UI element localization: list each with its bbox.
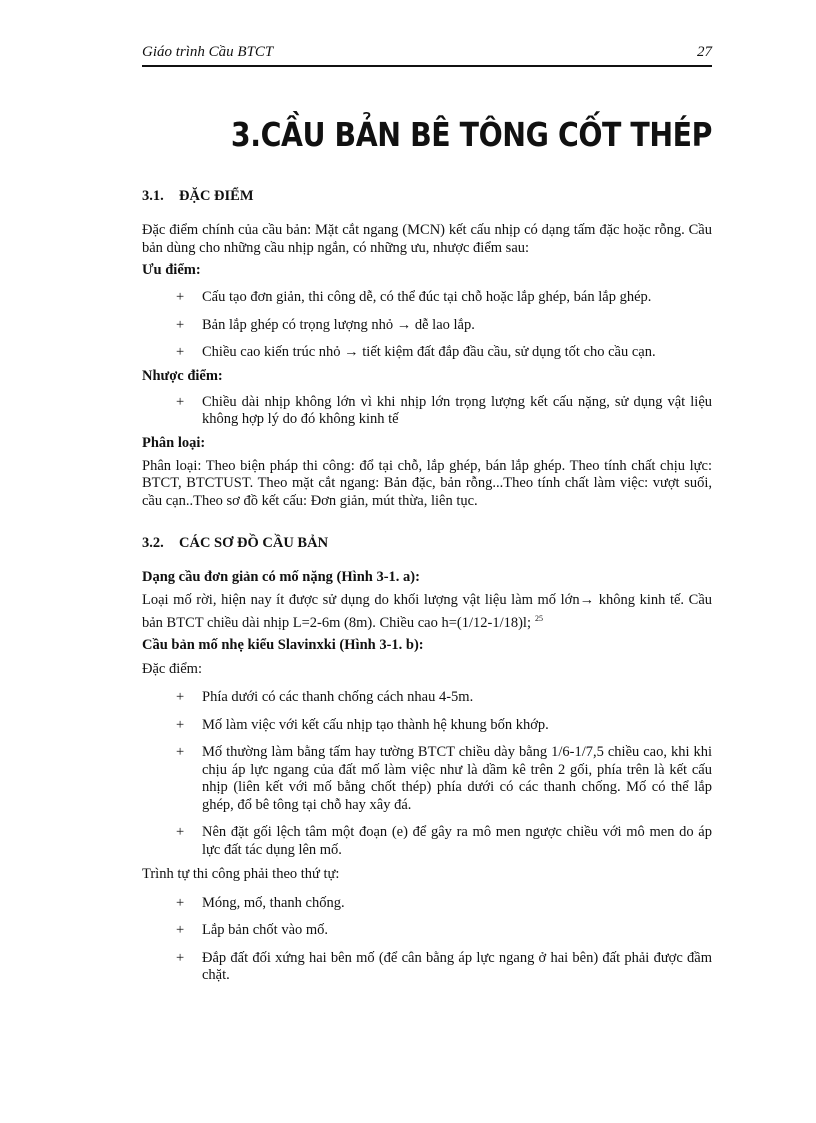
features-list	[142, 689, 712, 859]
document-page	[142, 44, 712, 985]
bullet-mark: +	[176, 949, 185, 966]
list-item: + Lắp bản chốt vào mố.	[176, 922, 329, 939]
list-item: + Đắp đất đối xứng hai bên mố (để cân bằng áp lực ngang ở hai bên) đất phải được đầm chặt.	[176, 949, 712, 984]
features-label: Đặc điểm:	[142, 660, 202, 677]
list-item: + Mố làm việc với kết cấu nhịp tạo thành hệ khung bốn khớp.	[176, 716, 549, 733]
chapter-title: 3.CẦU BẢN BÊ TÔNG CỐT THÉP	[230, 115, 712, 154]
subsection-heading-heavy-abutment: Dạng cầu đơn giản có mố nặng (Hình 3-1. a):	[142, 569, 420, 585]
list-item: + Cấu tạo đơn giản, thi công dễ, có thể đúc tại chỗ hoặc lắp ghép, bán lắp ghép.	[176, 289, 652, 305]
subsection-heading-slavinxki: Cầu bản mố nhẹ kiểu Slavinxki (Hình 3-1. b):	[142, 636, 424, 653]
order-label: Trình tự thi công phải theo thứ tự:	[142, 866, 340, 883]
section-number: 3.1.	[142, 188, 164, 204]
list-item: + Chiều dài nhịp không lớn vì khi nhịp lớn trọng lượng kết cấu nặng, sử dụng vật liệu không hợp lý do đó không kinh tế	[176, 393, 712, 427]
bullet-mark: +	[176, 824, 185, 841]
bullet-mark: +	[176, 922, 185, 939]
footnote-mark: 25	[535, 613, 543, 623]
list-item: + Nên đặt gối lệch tâm một đoạn (e) để gây ra mô men ngược chiều với mô men do áp lực đất tác dụng lên mố.	[176, 824, 712, 858]
bullet-mark: +	[176, 344, 185, 360]
page-header	[142, 44, 712, 67]
bullet-mark: +	[176, 716, 185, 733]
advantages-list	[142, 289, 712, 362]
section-heading-3-1	[142, 188, 712, 205]
bullet-mark: +	[176, 316, 185, 333]
section-title: ĐẶC ĐIỂM	[179, 188, 254, 204]
section-title: CÁC SƠ ĐỒ CẦU BẢN	[179, 535, 329, 551]
bullet-mark: +	[176, 289, 185, 305]
classification-paragraph: Phân loại: Theo biện pháp thi công: đổ tại chỗ, lắp ghép, bán lắp ghép. Theo tính chất chịu lực: BTCT, BTCTUST. Theo mặt cắt ngang: Bản đặc, bản rỗng...Theo tính chất làm việc: vượt suối, cầu cạn..Theo sơ đồ kết cấu: Đơn giản, mút thừa, liên tục.	[142, 457, 712, 509]
list-item: + Phía dưới có các thanh chống cách nhau 4-5m.	[176, 689, 474, 706]
bullet-mark: +	[176, 894, 185, 911]
bullet-mark: +	[176, 393, 185, 410]
section-number: 3.2.	[142, 535, 164, 551]
construction-order-list	[142, 895, 712, 985]
list-item: + Chiều cao kiến trúc nhỏ → tiết kiệm đất đắp đầu cầu, sử dụng tốt cho cầu cạn.	[176, 344, 656, 360]
list-item: + Móng, mố, thanh chống.	[176, 894, 345, 911]
heavy-abutment-paragraph: Loại mố rời, hiện nay ít được sử dụng do khối lượng vật liệu làm mố lớn→ không kinh tế. Cầu bản BTCT chiều dài nhịp L=2-6m (8m). Chiều cao h=(1/12-1/18)l; $^{25}$	[142, 592, 712, 631]
classification-heading: Phân loại:	[142, 434, 206, 451]
list-item: + Mố thường làm bằng tấm hay tường BTCT chiều dày bằng 1/6-1/7,5 chiều cao, khi khi chịu áp lực ngang của đất mố làm việc như là dầm kê trên 2 gối, phía trên là kết cấu nhịp (liên kết với mố bằng chốt thép) phía dưới có các thanh chống. Mố có thể lắp ghép, đổ bê tông tại chỗ hay xây đá.	[176, 744, 712, 813]
header-title: Giáo trình Cầu BTCT	[142, 44, 274, 60]
advantages-heading: Ưu điểm:	[142, 262, 201, 278]
list-item: + Bản lắp ghép có trọng lượng nhỏ → dễ lao lắp.	[176, 316, 475, 333]
disadvantages-heading: Nhược điểm:	[142, 367, 223, 384]
bullet-mark: +	[176, 744, 185, 761]
disadvantages-list	[142, 394, 712, 429]
section-heading-3-2	[142, 535, 712, 552]
bullet-mark: +	[176, 689, 185, 706]
page-number: 27	[697, 44, 712, 60]
intro-paragraph: Đặc điểm chính của cầu bản: Mặt cắt ngang (MCN) kết cấu nhịp có dạng tấm đặc hoặc rỗng. Cầu bản dùng cho những cầu nhịp ngắn, có những ưu, nhược điểm sau:	[142, 222, 712, 256]
